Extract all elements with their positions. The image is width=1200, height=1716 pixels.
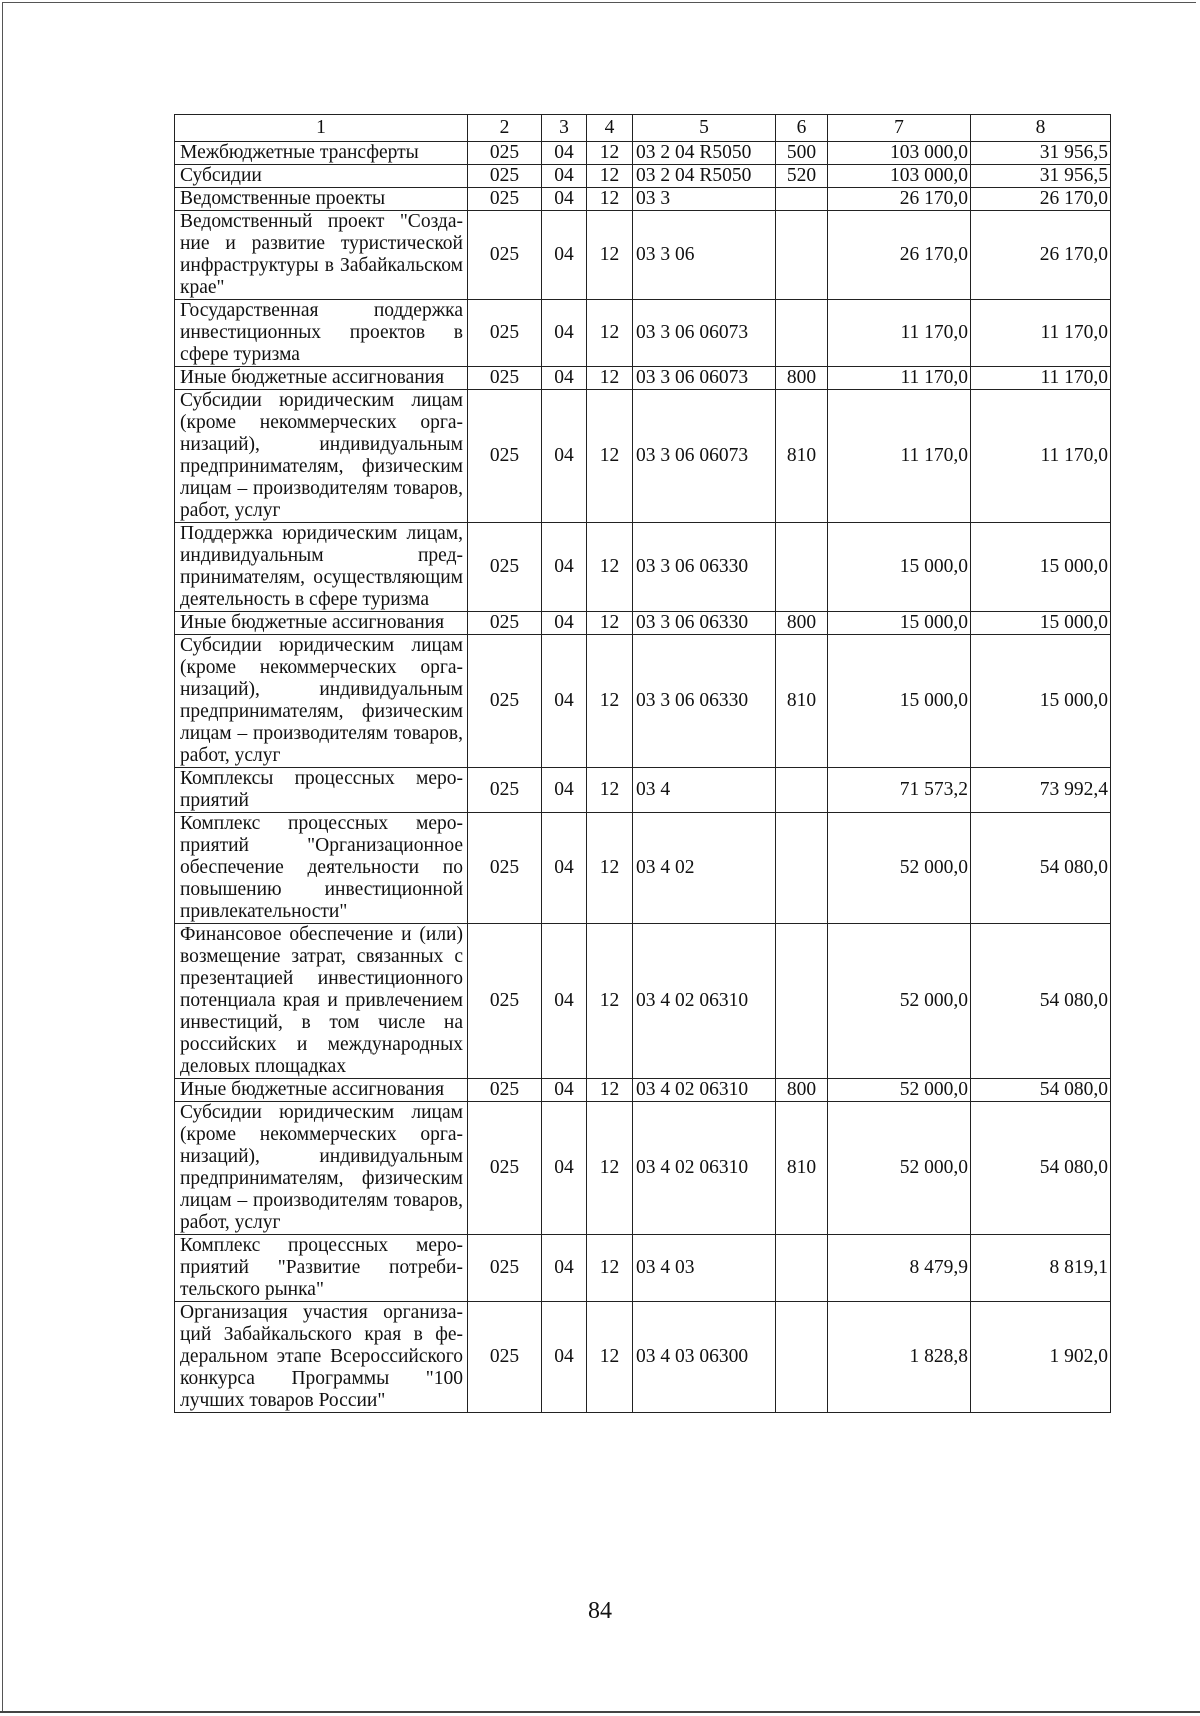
target-article-cell: 03 3 06 bbox=[633, 211, 776, 300]
admin-code-cell: 025 bbox=[468, 142, 542, 165]
subsection-cell: 12 bbox=[587, 165, 633, 188]
table-row bbox=[175, 635, 1111, 768]
section-cell: 04 bbox=[542, 1102, 587, 1235]
section-cell: 04 bbox=[542, 367, 587, 390]
admin-code-cell: 025 bbox=[468, 1102, 542, 1235]
budget-table bbox=[174, 114, 1111, 1413]
amount-year2-cell: 54 080,0 bbox=[971, 924, 1111, 1079]
target-article-cell: 03 3 06 06073 bbox=[633, 300, 776, 367]
section-cell: 04 bbox=[542, 390, 587, 523]
target-article-cell: 03 3 06 06330 bbox=[633, 523, 776, 612]
subsection-cell: 12 bbox=[587, 813, 633, 924]
amount-year2-cell: 15 000,0 bbox=[971, 612, 1111, 635]
expense-type-cell bbox=[776, 768, 828, 813]
amount-year2-cell: 54 080,0 bbox=[971, 1102, 1111, 1235]
amount-year2-cell: 73 992,4 bbox=[971, 768, 1111, 813]
subsection-cell: 12 bbox=[587, 612, 633, 635]
section-cell: 04 bbox=[542, 211, 587, 300]
amount-year2-cell: 11 170,0 bbox=[971, 300, 1111, 367]
table-row bbox=[175, 1235, 1111, 1302]
amount-year1-cell: 26 170,0 bbox=[828, 188, 971, 211]
amount-year2-cell: 1 902,0 bbox=[971, 1302, 1111, 1413]
subsection-cell: 12 bbox=[587, 300, 633, 367]
amount-year1-cell: 52 000,0 bbox=[828, 1079, 971, 1102]
target-article-cell: 03 4 02 06310 bbox=[633, 924, 776, 1079]
amount-year1-cell: 52 000,0 bbox=[828, 924, 971, 1079]
target-article-cell: 03 3 bbox=[633, 188, 776, 211]
amount-year2-cell: 54 080,0 bbox=[971, 813, 1111, 924]
subsection-cell: 12 bbox=[587, 924, 633, 1079]
header-cell: 3 bbox=[542, 115, 587, 142]
amount-year1-cell: 11 170,0 bbox=[828, 390, 971, 523]
expense-type-cell: 810 bbox=[776, 635, 828, 768]
table-row bbox=[175, 367, 1111, 390]
table-row bbox=[175, 1102, 1111, 1235]
admin-code-cell: 025 bbox=[468, 188, 542, 211]
subsection-cell: 12 bbox=[587, 142, 633, 165]
amount-year2-cell: 8 819,1 bbox=[971, 1235, 1111, 1302]
admin-code-cell: 025 bbox=[468, 1302, 542, 1413]
target-article-cell: 03 4 02 bbox=[633, 813, 776, 924]
admin-code-cell: 025 bbox=[468, 523, 542, 612]
expense-type-cell: 800 bbox=[776, 367, 828, 390]
expense-type-cell bbox=[776, 813, 828, 924]
table-body bbox=[175, 115, 1111, 1413]
admin-code-cell: 025 bbox=[468, 1235, 542, 1302]
expense-type-cell: 800 bbox=[776, 612, 828, 635]
subsection-cell: 12 bbox=[587, 1235, 633, 1302]
target-article-cell: 03 4 03 bbox=[633, 1235, 776, 1302]
row-name-cell: Поддержка юридическим лицам, индивидуальным предпринимателям, осуществляющим деятельность в сфере туризма bbox=[175, 523, 468, 612]
amount-year1-cell: 103 000,0 bbox=[828, 165, 971, 188]
table-row bbox=[175, 390, 1111, 523]
section-cell: 04 bbox=[542, 813, 587, 924]
section-cell: 04 bbox=[542, 635, 587, 768]
table-row bbox=[175, 1079, 1111, 1102]
row-name-cell: Межбюджетные трансферты bbox=[175, 142, 468, 165]
row-name-cell: Комплекс процессных мероприятий "Организационное обеспечение деятельности по повышению инвестиционной привлекательности" bbox=[175, 813, 468, 924]
table-row bbox=[175, 1302, 1111, 1413]
section-cell: 04 bbox=[542, 523, 587, 612]
row-name-cell: Государственная поддержка инвестиционных проектов в сфере туризма bbox=[175, 300, 468, 367]
table-row bbox=[175, 142, 1111, 165]
row-name-cell: Иные бюджетные ассигнования bbox=[175, 612, 468, 635]
admin-code-cell: 025 bbox=[468, 390, 542, 523]
row-name-cell: Субсидии bbox=[175, 165, 468, 188]
admin-code-cell: 025 bbox=[468, 635, 542, 768]
row-name-cell: Иные бюджетные ассигнования bbox=[175, 1079, 468, 1102]
amount-year2-cell: 15 000,0 bbox=[971, 523, 1111, 612]
target-article-cell: 03 4 03 06300 bbox=[633, 1302, 776, 1413]
table-row bbox=[175, 612, 1111, 635]
expense-type-cell bbox=[776, 924, 828, 1079]
row-name-cell: Ведомственные проекты bbox=[175, 188, 468, 211]
admin-code-cell: 025 bbox=[468, 924, 542, 1079]
row-name-cell: Комплекс процессных мероприятий "Развитие потребительского рынка" bbox=[175, 1235, 468, 1302]
header-cell: 5 bbox=[633, 115, 776, 142]
amount-year2-cell: 11 170,0 bbox=[971, 367, 1111, 390]
target-article-cell: 03 3 06 06073 bbox=[633, 390, 776, 523]
table-row bbox=[175, 768, 1111, 813]
amount-year1-cell: 71 573,2 bbox=[828, 768, 971, 813]
expense-type-cell bbox=[776, 211, 828, 300]
admin-code-cell: 025 bbox=[468, 165, 542, 188]
target-article-cell: 03 4 02 06310 bbox=[633, 1079, 776, 1102]
amount-year1-cell: 11 170,0 bbox=[828, 367, 971, 390]
header-cell: 8 bbox=[971, 115, 1111, 142]
subsection-cell: 12 bbox=[587, 1079, 633, 1102]
row-name-cell: Комплексы процессных мероприятий bbox=[175, 768, 468, 813]
expense-type-cell: 800 bbox=[776, 1079, 828, 1102]
page-number: 84 bbox=[588, 1598, 612, 1624]
section-cell: 04 bbox=[542, 188, 587, 211]
amount-year1-cell: 52 000,0 bbox=[828, 813, 971, 924]
target-article-cell: 03 3 06 06330 bbox=[633, 635, 776, 768]
section-cell: 04 bbox=[542, 142, 587, 165]
row-name-cell: Субсидии юридическим лицам (кроме некоммерческих организаций), индивидуальным предпринимателям, физическим лицам – производителям товаров, работ, услуг bbox=[175, 635, 468, 768]
table-row bbox=[175, 188, 1111, 211]
amount-year1-cell: 15 000,0 bbox=[828, 523, 971, 612]
subsection-cell: 12 bbox=[587, 768, 633, 813]
section-cell: 04 bbox=[542, 612, 587, 635]
header-cell: 4 bbox=[587, 115, 633, 142]
target-article-cell: 03 4 02 06310 bbox=[633, 1102, 776, 1235]
amount-year1-cell: 26 170,0 bbox=[828, 211, 971, 300]
amount-year1-cell: 1 828,8 bbox=[828, 1302, 971, 1413]
subsection-cell: 12 bbox=[587, 188, 633, 211]
target-article-cell: 03 3 06 06330 bbox=[633, 612, 776, 635]
row-name-cell: Финансовое обеспечение и (или) возмещение затрат, связанных с презентацией инвестиционного потенциала края и привлечением инвестиций, в том числе на российских и международных деловых площадках bbox=[175, 924, 468, 1079]
header-cell: 6 bbox=[776, 115, 828, 142]
section-cell: 04 bbox=[542, 924, 587, 1079]
table-row bbox=[175, 924, 1111, 1079]
row-name-cell: Иные бюджетные ассигнования bbox=[175, 367, 468, 390]
header-cell: 1 bbox=[175, 115, 468, 142]
table-header-row bbox=[175, 115, 1111, 142]
expense-type-cell: 520 bbox=[776, 165, 828, 188]
admin-code-cell: 025 bbox=[468, 211, 542, 300]
section-cell: 04 bbox=[542, 300, 587, 367]
subsection-cell: 12 bbox=[587, 211, 633, 300]
expense-type-cell bbox=[776, 300, 828, 367]
admin-code-cell: 025 bbox=[468, 768, 542, 813]
table-row bbox=[175, 211, 1111, 300]
target-article-cell: 03 3 06 06073 bbox=[633, 367, 776, 390]
header-cell: 2 bbox=[468, 115, 542, 142]
section-cell: 04 bbox=[542, 1079, 587, 1102]
amount-year1-cell: 15 000,0 bbox=[828, 612, 971, 635]
subsection-cell: 12 bbox=[587, 1102, 633, 1235]
amount-year1-cell: 103 000,0 bbox=[828, 142, 971, 165]
expense-type-cell: 500 bbox=[776, 142, 828, 165]
amount-year2-cell: 26 170,0 bbox=[971, 211, 1111, 300]
amount-year1-cell: 8 479,9 bbox=[828, 1235, 971, 1302]
table-row bbox=[175, 813, 1111, 924]
subsection-cell: 12 bbox=[587, 367, 633, 390]
amount-year1-cell: 52 000,0 bbox=[828, 1102, 971, 1235]
expense-type-cell bbox=[776, 523, 828, 612]
subsection-cell: 12 bbox=[587, 635, 633, 768]
admin-code-cell: 025 bbox=[468, 1079, 542, 1102]
section-cell: 04 bbox=[542, 1235, 587, 1302]
admin-code-cell: 025 bbox=[468, 300, 542, 367]
row-name-cell: Ведомственный проект "Создание и развитие туристической инфраструктуры в Забайкальском крае" bbox=[175, 211, 468, 300]
expense-type-cell bbox=[776, 188, 828, 211]
page-bottom-edge bbox=[0, 1711, 1200, 1713]
section-cell: 04 bbox=[542, 165, 587, 188]
row-name-cell: Организация участия организаций Забайкальского края в федеральном этапе Всероссийского конкурса Программы "100 лучших товаров России" bbox=[175, 1302, 468, 1413]
admin-code-cell: 025 bbox=[468, 813, 542, 924]
admin-code-cell: 025 bbox=[468, 367, 542, 390]
header-cell: 7 bbox=[828, 115, 971, 142]
table-row bbox=[175, 523, 1111, 612]
row-name-cell: Субсидии юридическим лицам (кроме некоммерческих организаций), индивидуальным предпринимателям, физическим лицам – производителям товаров, работ, услуг bbox=[175, 1102, 468, 1235]
amount-year2-cell: 54 080,0 bbox=[971, 1079, 1111, 1102]
table-row bbox=[175, 165, 1111, 188]
amount-year2-cell: 11 170,0 bbox=[971, 390, 1111, 523]
row-name-cell: Субсидии юридическим лицам (кроме некоммерческих организаций), индивидуальным предпринимателям, физическим лицам – производителям товаров, работ, услуг bbox=[175, 390, 468, 523]
section-cell: 04 bbox=[542, 1302, 587, 1413]
subsection-cell: 12 bbox=[587, 523, 633, 612]
section-cell: 04 bbox=[542, 768, 587, 813]
expense-type-cell: 810 bbox=[776, 390, 828, 523]
table-row bbox=[175, 300, 1111, 367]
amount-year2-cell: 31 956,5 bbox=[971, 142, 1111, 165]
expense-type-cell: 810 bbox=[776, 1102, 828, 1235]
expense-type-cell bbox=[776, 1235, 828, 1302]
target-article-cell: 03 4 bbox=[633, 768, 776, 813]
amount-year2-cell: 26 170,0 bbox=[971, 188, 1111, 211]
target-article-cell: 03 2 04 R5050 bbox=[633, 165, 776, 188]
amount-year1-cell: 11 170,0 bbox=[828, 300, 971, 367]
amount-year2-cell: 31 956,5 bbox=[971, 165, 1111, 188]
subsection-cell: 12 bbox=[587, 390, 633, 523]
target-article-cell: 03 2 04 R5050 bbox=[633, 142, 776, 165]
admin-code-cell: 025 bbox=[468, 612, 542, 635]
amount-year1-cell: 15 000,0 bbox=[828, 635, 971, 768]
subsection-cell: 12 bbox=[587, 1302, 633, 1413]
expense-type-cell bbox=[776, 1302, 828, 1413]
amount-year2-cell: 15 000,0 bbox=[971, 635, 1111, 768]
